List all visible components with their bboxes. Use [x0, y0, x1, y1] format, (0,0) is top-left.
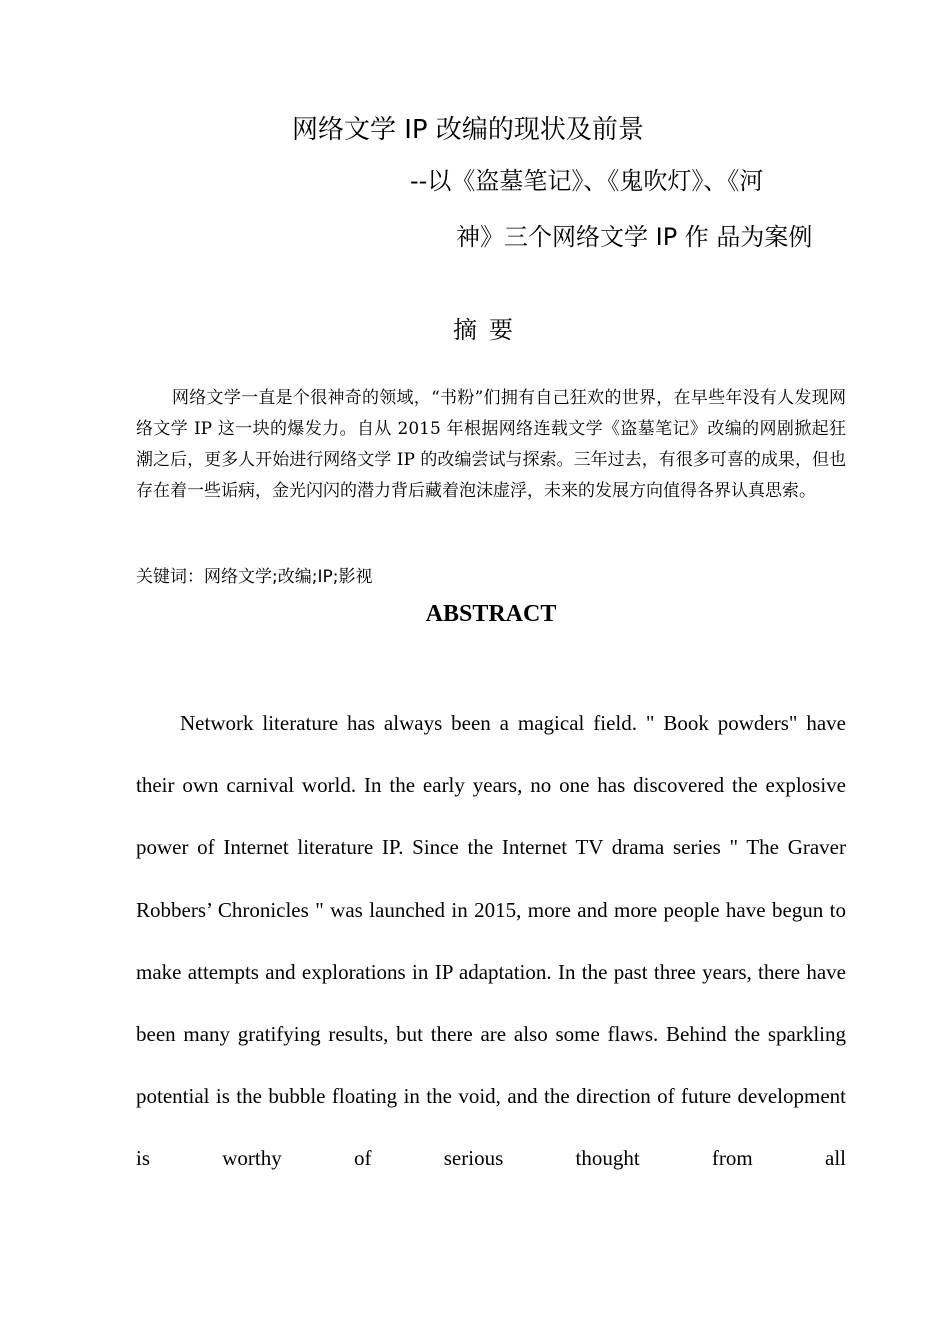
subtitle-line-1: --以《盗墓笔记》、《鬼吹灯》、《河 [410, 167, 764, 195]
abstract-cn-heading: 摘要 [453, 316, 525, 344]
page-title: 网络文学 IP 改编的现状及前景 [292, 115, 644, 145]
abstract-en-body: Network literature has always been a magical field. " Book powders" have their own carnival world. In the early years, no one has discovered the explosive power of Internet literature IP. Since the Internet TV drama series " The Graver Robbers’ Chronicles " was launched in 2015, more and more people have begun to make attempts and explorations in IP adaptation. In the past three years, there have been many gratifying results, but there are also some flaws. Behind the sparkling potential is the bubble floating in the void, and the direction of future development is worthy of serious thought from all [136, 711, 846, 1171]
keywords-line: 关键词：网络文学;改编;IP;影视 [136, 567, 373, 587]
subtitle-line-2: 神》三个网络文学 IP 作 品为案例 [456, 223, 813, 251]
abstract-cn-body: 网络文学一直是个很神奇的领域，“书粉”们拥有自己狂欢的世界，在早些年没有人发现网络文学 IP 这一块的爆发力。自从 2015 年根据网络连载文学《盗墓笔记》改编的网剧掀起狂潮之后，更多人开始进行网络文学 IP 的改编尝试与探索。三年过去，有很多可喜的成果，但也存在着一些诟病，金光闪闪的潜力背后藏着泡沫虚浮，未来的发展方向值得各界认真思索。 [136, 388, 846, 501]
abstract-en-heading: ABSTRACT [425, 601, 557, 627]
